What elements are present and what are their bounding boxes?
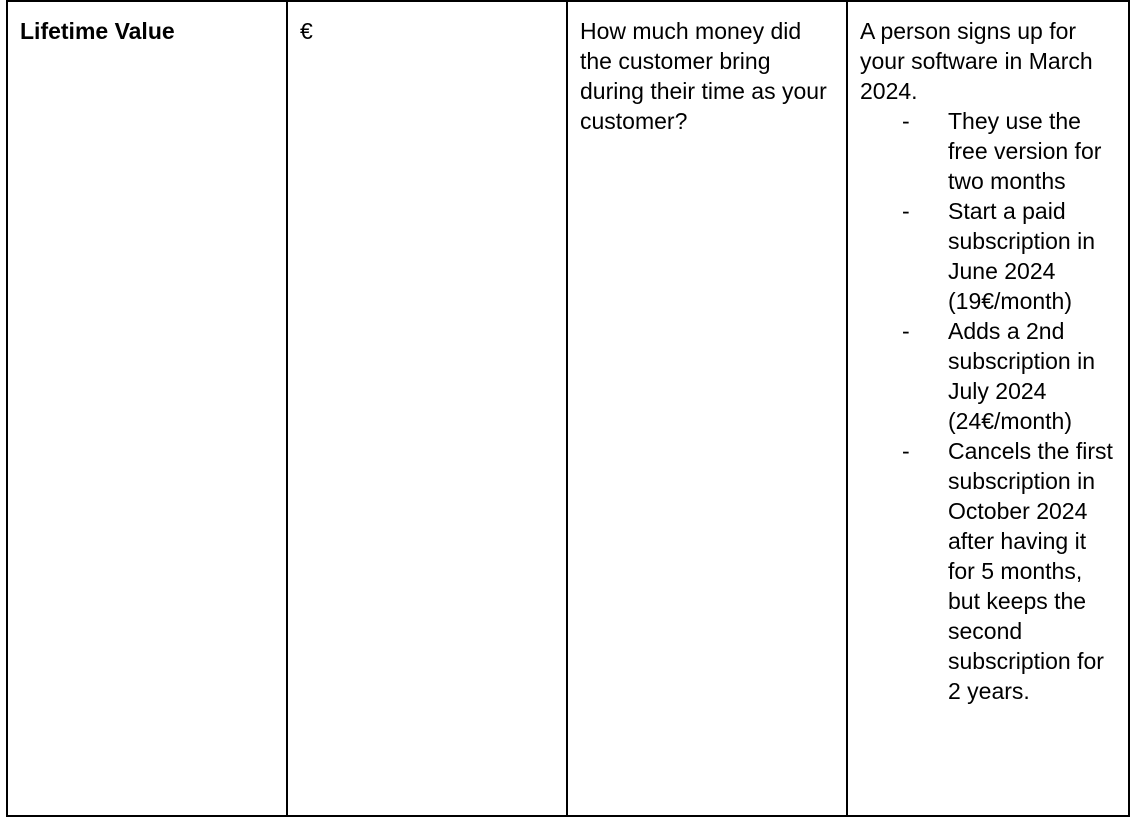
example-intro: A person signs up for your software in March 2024. bbox=[860, 18, 1093, 104]
list-item bbox=[902, 436, 1116, 706]
metric-name-cell bbox=[7, 1, 287, 816]
table-row bbox=[7, 1, 1129, 816]
unit-cell bbox=[287, 1, 567, 816]
list-item-text: Start a paid subscription in June 2024 (19€/month) bbox=[948, 198, 1096, 314]
list-item bbox=[902, 196, 1116, 316]
list-dash: - bbox=[902, 108, 910, 134]
metric-name: Lifetime Value bbox=[20, 18, 175, 44]
definition-cell bbox=[567, 1, 847, 816]
example-steps-list bbox=[860, 106, 1116, 706]
metric-definition: How much money did the customer bring during their time as your customer? bbox=[580, 18, 827, 134]
list-dash: - bbox=[902, 438, 910, 464]
metric-definition-table bbox=[6, 0, 1130, 817]
metric-unit: € bbox=[300, 18, 313, 44]
list-dash: - bbox=[902, 318, 910, 344]
list-dash: - bbox=[902, 198, 910, 224]
list-item-text: Adds a 2nd subscription in July 2024 (24€/month) bbox=[948, 318, 1096, 434]
example-cell bbox=[847, 1, 1129, 816]
list-item bbox=[902, 316, 1116, 436]
list-item-text: Cancels the first subscription in October 2024 after having it for 5 months, but keeps the second subscription for 2 years. bbox=[948, 438, 1113, 704]
list-item bbox=[902, 106, 1116, 196]
list-item-text: They use the free version for two months bbox=[948, 108, 1102, 194]
